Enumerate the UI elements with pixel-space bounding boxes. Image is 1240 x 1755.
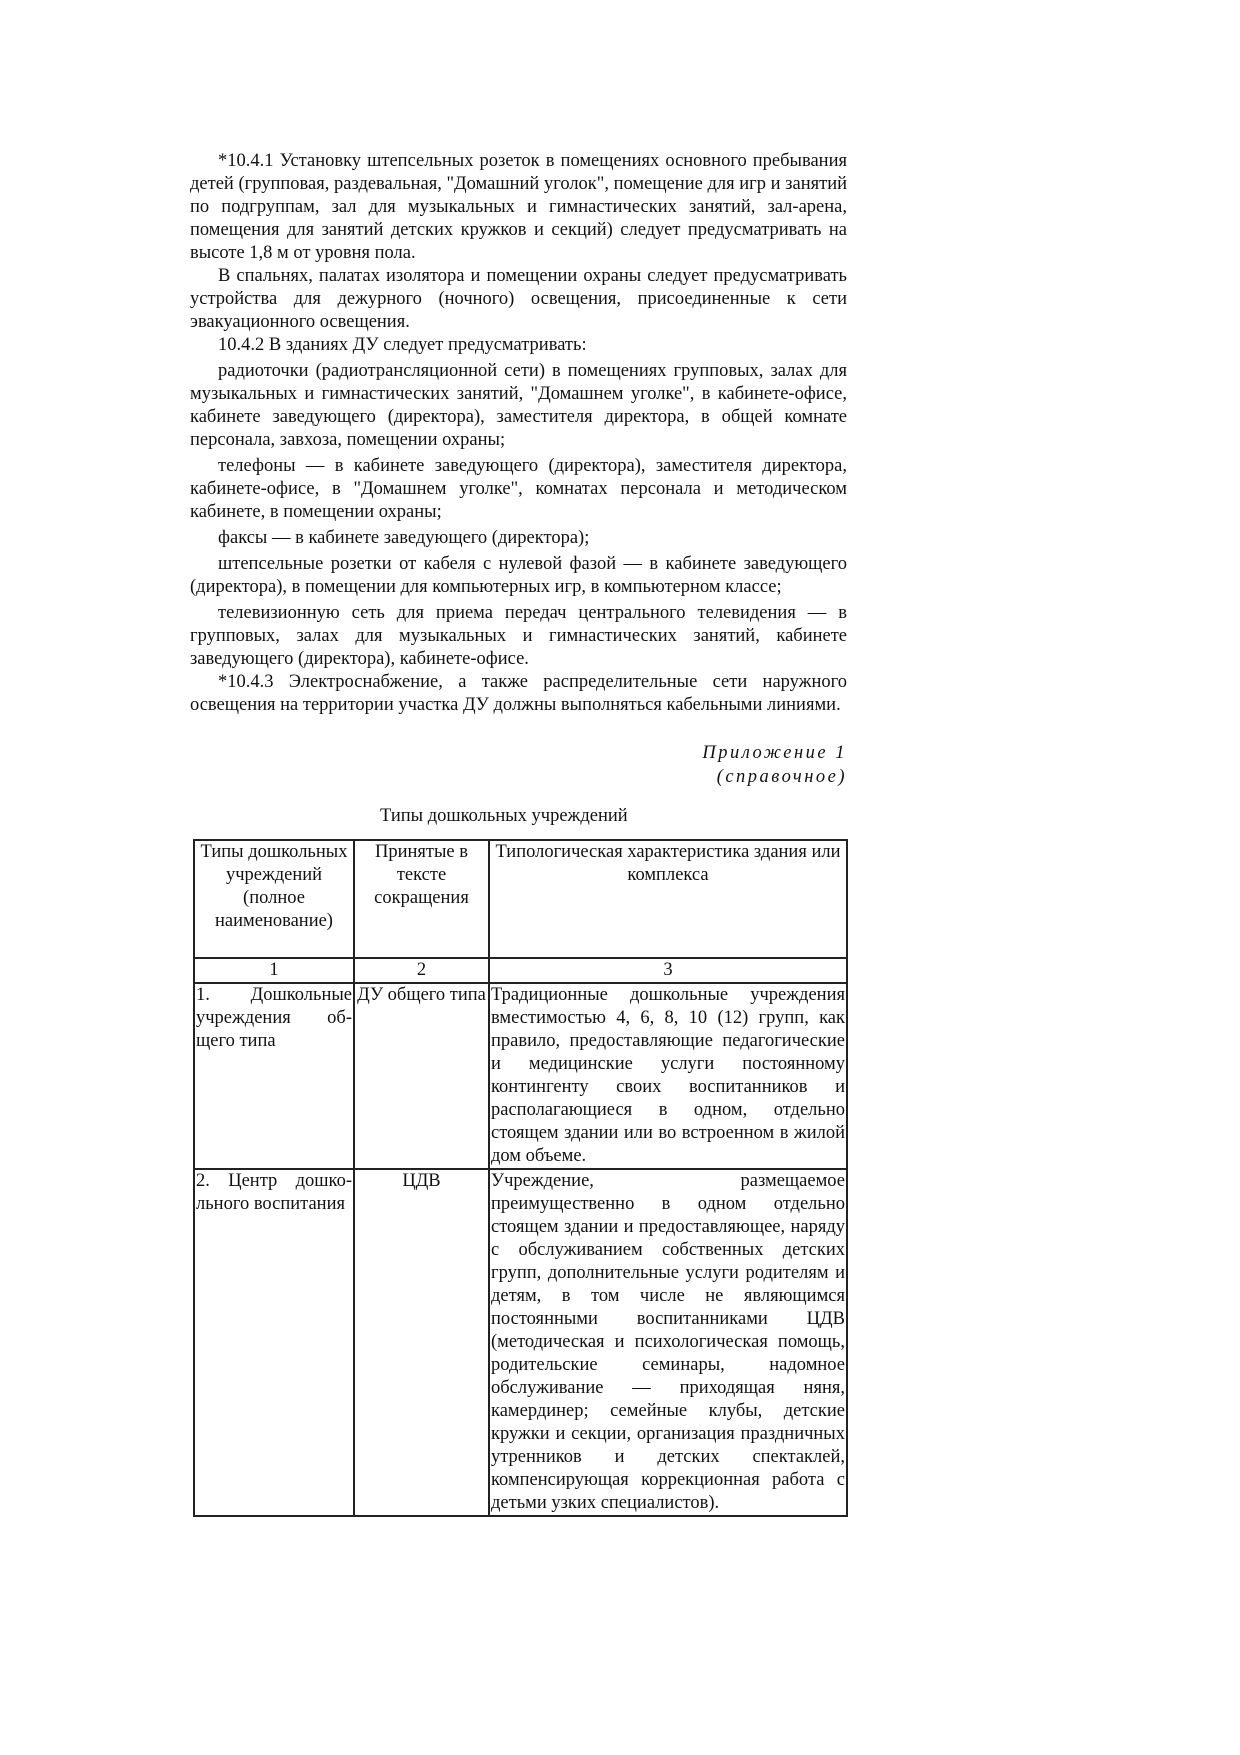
paragraph-10-4-3: *10.4.3 Электроснабжение, а также распределительные сети наружного освещения на территории участка ДУ должны выполняться кабельными линиями.	[190, 672, 847, 715]
paragraph-night-lighting: В спальнях, палатах изолятора и помещении охраны следует предусматривать устройства для дежурного (ночного) освещения, присоединенные к сети эвакуационного освещения.	[190, 266, 847, 332]
header-types: Типы дошкольных учреждений (полное наименование)	[194, 840, 354, 958]
paragraph-fax: факсы — в кабинете заведующего (директора);	[218, 528, 590, 548]
appendix-label	[190, 741, 847, 789]
column-number: 2	[354, 958, 489, 983]
table-title: Типы дошкольных учреждений	[380, 806, 628, 826]
appendix-number: Приложение 1	[702, 743, 847, 763]
paragraph-television: телевизионную сеть для приема передач центрального телевидения — в групповых, залах для музыкальных и гимнастических занятий, кабинете заведующего (директора), кабинете-офисе.	[190, 603, 847, 669]
paragraph-10-4-2: 10.4.2 В зданиях ДУ следует предусматривать:	[218, 335, 587, 355]
table-header-row	[194, 840, 847, 958]
document-page	[190, 150, 847, 1517]
institution-name: 2. Центр дошкольного воспитания	[194, 1169, 354, 1516]
appendix-type: (справочное)	[716, 767, 847, 787]
paragraph-telephones: телефоны — в кабинете заведующего (директора), заместителя директора, кабинете-офисе, в "Домашнем уголке", комнатах персонала и методическом кабинете, в помещении охраны;	[190, 456, 847, 522]
institution-abbreviation: ЦДВ	[354, 1169, 489, 1516]
table-number-row	[194, 958, 847, 983]
paragraph-sockets: штепсельные розетки от кабеля с нулевой фазой — в кабинете заведующего (директора), в помещении для компьютерных игр, в компьютерном классе;	[190, 554, 847, 597]
paragraph-radio-points: радиоточки (радиотрансляционной сети) в помещениях групповых, залах для музыкальных и гимнастических занятий, "Домашнем уголке", в кабинете-офисе, кабинете заведующего (директора), заместителя директора, в общей комнате персонала, завхоза, помещении охраны;	[190, 361, 847, 450]
header-abbreviations: Принятые в тексте сокращения	[354, 840, 489, 958]
column-number: 1	[194, 958, 354, 983]
institution-abbreviation: ДУ общего типа	[354, 983, 489, 1169]
paragraph-10-4-1: *10.4.1 Установку штепсельных розеток в помещениях основного пребывания детей (групповая, раздевальная, "Домашний уголок", помещение для игр и занятий по подгруппам, зал для музыкальных и гимнастических занятий, зал-арена, помещения для занятий детских кружков и секций) следует предусматривать на высоте 1,8 м от уровня пола.	[190, 151, 847, 263]
institution-description: Учреждение, размещаемое преимущественно в одном отдельно стоящем здании и предоставляющее, наряду с обслуживанием собственных детских групп, дополнительные услуги родителям и детям, в том числе не являющимся постоянными воспитанниками ЦДВ (методическая и психологическая помощь, родительские семинары, надомное обслуживание — приходящая няня, камердинер; семейные клубы, детские кружки и секции, организация праздничных утренников и детских спектаклей, компенсирующая коррекционная работа с детьми узких специалистов).	[489, 1169, 847, 1516]
header-characteristic: Типологическая характеристика здания или комплекса	[489, 840, 847, 958]
column-number: 3	[489, 958, 847, 983]
institution-description: Традиционные дошкольные учреждения вместимостью 4, 6, 8, 10 (12) групп, как правило, предоставляющие педагогические и медицинские услуги постоянному контингенту своих воспитанников и располагающиеся в одном, отдельно стоящем здании или во встроенном в жилой дом объеме.	[489, 983, 847, 1169]
table-row	[194, 983, 847, 1169]
institution-types-table	[193, 839, 848, 1517]
table-row	[194, 1169, 847, 1516]
institution-name: 1. Дошкольные учреждения общего типа	[194, 983, 354, 1169]
